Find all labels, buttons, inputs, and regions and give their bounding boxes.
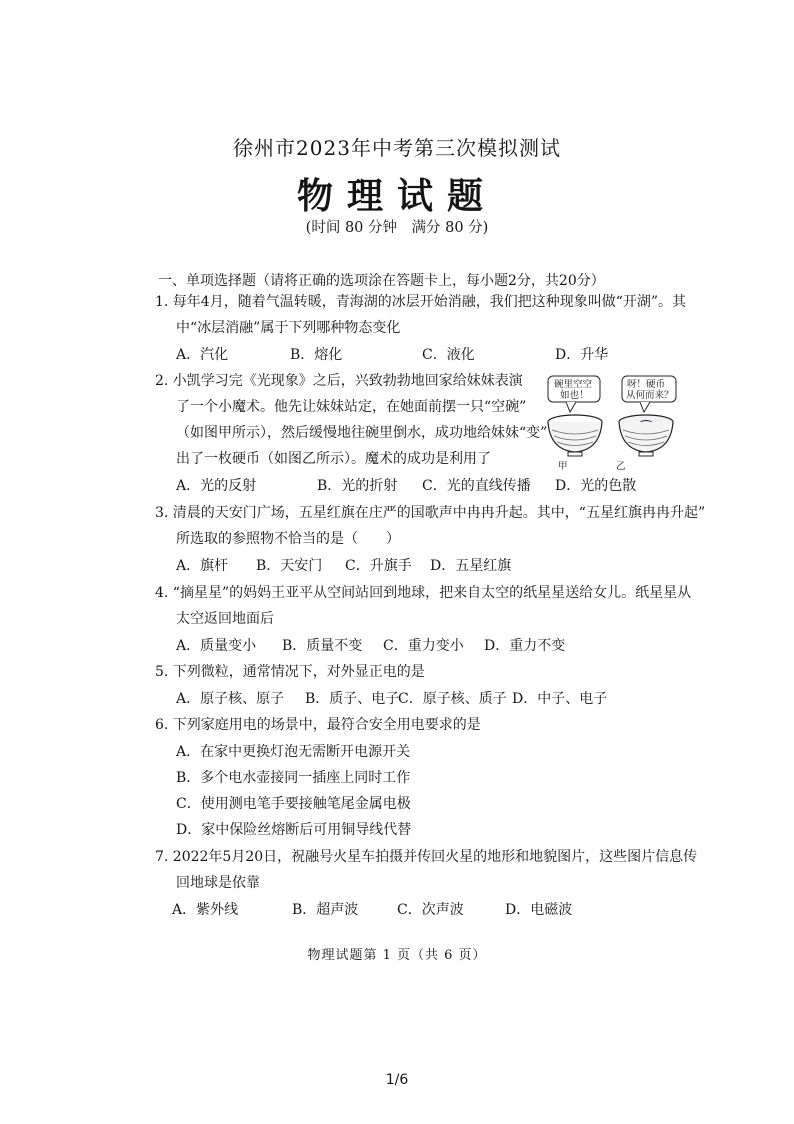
- question-6-option-a: A．在家中更换灯泡无需断开电源开关: [176, 744, 411, 760]
- bubble-left-line-1: 碗里空空: [554, 379, 593, 390]
- question-3-option-d: D．五星红旗: [430, 558, 512, 574]
- bubble-right-tail: [640, 402, 650, 412]
- bubble-right-line-1: 呀！硬币: [627, 379, 666, 390]
- question-1-option-c: C．液化: [422, 347, 475, 363]
- question-7-option-b: B．超声波: [292, 902, 359, 918]
- question-1-line-1: 1. 每年4月，随着气温转暖，青海湖的冰层开始消融，我们把这种现象叫做“开湖”。其: [155, 294, 687, 310]
- question-4-option-a: A．质量变小: [176, 638, 257, 654]
- question-7-option-d: D．电磁波: [505, 902, 573, 918]
- bubble-left-line-2: 如也！: [560, 390, 589, 401]
- question-3-option-a: A．旗杆: [176, 558, 229, 574]
- subject-title: 物理试题: [296, 175, 497, 217]
- question-2-option-a: A．光的反射: [176, 478, 257, 494]
- question-7-option-c: C．次声波: [397, 902, 464, 918]
- question-6-option-c: C．使用测电笔手要接触笔尾金属电极: [176, 796, 411, 812]
- question-5-option-b: B．质子、电子: [305, 691, 400, 707]
- question-5-option-d: D．中子、电子: [512, 691, 608, 707]
- time-score: (时间 80 分钟 满分 80 分): [305, 220, 489, 236]
- section-heading: 一、单项选择题（请将正确的选项涂在答题卡上，每小题2分，共20分）: [158, 273, 605, 289]
- question-5-option-c: C．原子核、质子: [398, 691, 507, 707]
- figure-label-left: 甲: [558, 461, 568, 472]
- bowl-right-icon: [619, 415, 673, 456]
- question-7-option-a: A．紫外线: [172, 902, 239, 918]
- exam-title: 徐州市2023年中考第三次模拟测试: [233, 136, 561, 160]
- question-5-option-a: A．原子核、原子: [176, 691, 285, 707]
- question-2-option-c: C．光的直线传播: [422, 478, 531, 494]
- question-2-option-b: B．光的折射: [317, 478, 398, 494]
- question-3-line-2: 所选取的参照物不恰当的是（ ）: [176, 531, 400, 547]
- question-2-line-4: 出了一枚硬币（如图乙所示）。魔术的成功是利用了: [176, 451, 491, 467]
- question-4-line-1: 4. “摘星星”的妈妈王亚平从空间站回到地球，把来自太空的纸星星送给女儿。纸星星从: [155, 585, 692, 601]
- figure-label-right: 乙: [616, 461, 626, 472]
- question-4-option-c: C．重力变小: [383, 638, 464, 654]
- question-5-line-1: 5. 下列微粒，通常情况下，对外显正电的是: [155, 664, 425, 680]
- question-2-option-d: D．光的色散: [555, 478, 637, 494]
- question-7-line-1: 7. 2022年5月20日，祝融号火星车拍摄并传回火星的地形和地貌图片，这些图片信息传: [155, 849, 698, 865]
- question-2-line-1: 2. 小凯学习完《光现象》之后，兴致勃勃地回家给妹妹表演: [155, 373, 523, 389]
- question-3-option-b: B．天安门: [256, 558, 323, 574]
- bubble-left-tail: [566, 402, 576, 412]
- question-1-option-d: D．升华: [555, 347, 609, 363]
- bowl-left-icon: [548, 415, 602, 456]
- question-6-line-1: 6. 下列家庭用电的场景中，最符合安全用电要求的是: [155, 717, 481, 733]
- question-6-option-b: B．多个电水壶接同一插座上同时工作: [176, 770, 411, 786]
- bowls-figure: [542, 372, 682, 472]
- question-1-option-b: B．熔化: [290, 347, 343, 363]
- question-4-option-b: B．质量不变: [282, 638, 363, 654]
- question-4-option-d: D．重力不变: [484, 638, 566, 654]
- question-4-line-2: 太空返回地面后: [176, 611, 274, 627]
- page-footer-label: 物理试题第 1 页（共 6 页）: [307, 948, 487, 963]
- question-2-line-2: 了一个小魔术。他先让妹妹站定，在她面前摆一只“空碗”: [176, 399, 527, 415]
- question-2-line-3: （如图甲所示），然后缓慢地往碗里倒水，成功地给妹妹“变”: [176, 425, 548, 441]
- question-3-option-c: C．升旗手: [345, 558, 412, 574]
- question-3-line-1: 3. 清晨的天安门广场，五星红旗在庄严的国歌声中冉冉升起。其中，“五星红旗冉冉升起”: [155, 505, 706, 521]
- question-6-option-d: D．家中保险丝熔断后可用铜导线代替: [176, 822, 412, 838]
- page-number: 1/6: [385, 1072, 409, 1088]
- question-7-line-2: 回地球是依靠: [176, 875, 260, 891]
- question-1-option-a: A．汽化: [176, 347, 229, 363]
- question-1-line-2: 中“冰层消融”属于下列哪种物态变化: [176, 320, 401, 336]
- bubble-right-line-2: 从何而来？: [626, 390, 674, 401]
